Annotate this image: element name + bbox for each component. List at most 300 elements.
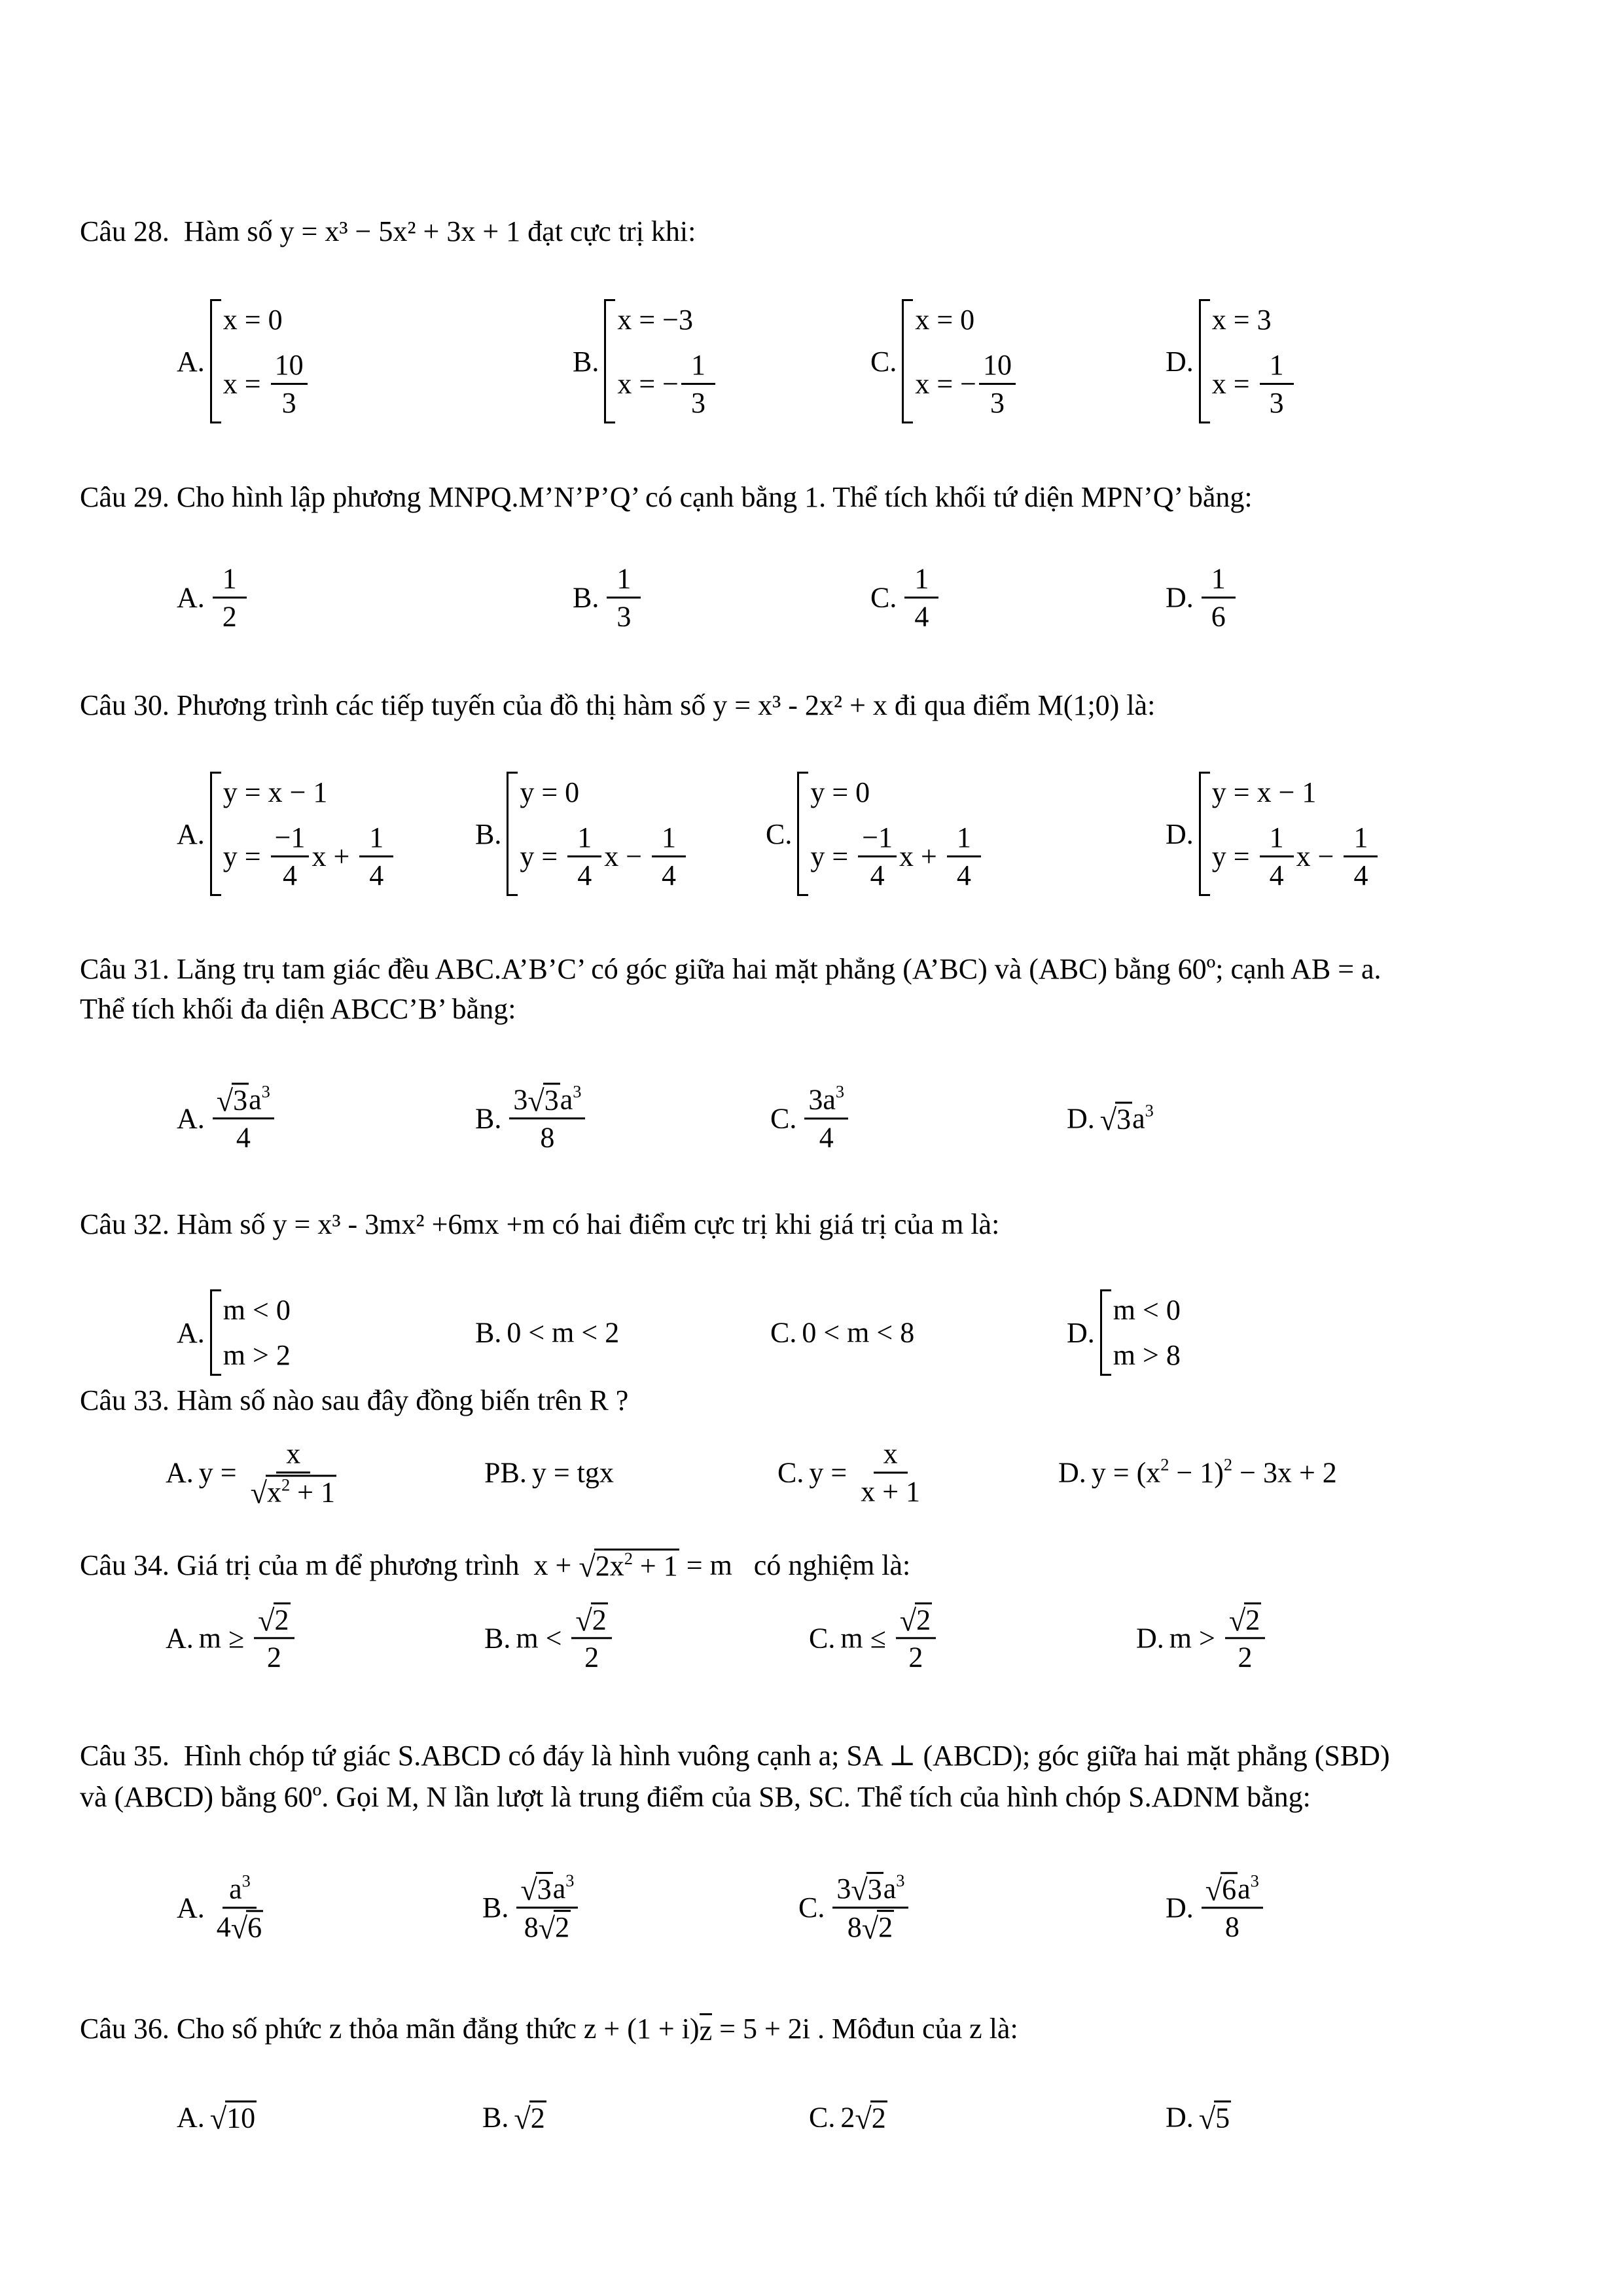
math-group xyxy=(840,2100,887,2134)
square-root xyxy=(231,1910,263,1943)
math-group xyxy=(516,1602,614,1674)
math-text: x = − xyxy=(617,368,679,400)
math-group xyxy=(199,1602,297,1674)
math-text: 2 xyxy=(274,1604,289,1636)
answer-option[interactable] xyxy=(809,2100,887,2134)
math-group xyxy=(507,1083,588,1154)
square-root xyxy=(539,1910,571,1944)
option-label: C. xyxy=(770,1316,797,1349)
math-group xyxy=(847,1910,894,1944)
math-group xyxy=(1113,1293,1181,1327)
math-text: a xyxy=(249,1083,262,1116)
option-label: B. xyxy=(482,1892,509,1924)
radicand xyxy=(1244,1602,1261,1636)
answer-option[interactable] xyxy=(166,1437,343,1508)
math-group xyxy=(914,600,929,634)
math-group xyxy=(223,776,328,809)
math-text: + 1 xyxy=(632,1550,678,1583)
math-text: 4 xyxy=(236,1121,251,1154)
math-text: = m có nghiệm là: xyxy=(679,1549,911,1581)
math-text: − 1) xyxy=(1169,1456,1224,1489)
math-group xyxy=(819,1121,834,1155)
numerator xyxy=(516,1872,578,1909)
fraction xyxy=(858,821,897,892)
answer-option[interactable] xyxy=(475,772,688,896)
system-line xyxy=(223,821,396,892)
math-text: 2 xyxy=(871,2102,886,2134)
math-group xyxy=(258,1602,290,1636)
answer-option[interactable] xyxy=(484,1602,615,1674)
math-group xyxy=(283,859,297,892)
system-line xyxy=(1113,1293,1181,1327)
math-text: 1 xyxy=(914,562,929,595)
math-group xyxy=(229,1872,251,1905)
math-group xyxy=(267,1477,335,1508)
answer-option[interactable] xyxy=(177,1289,291,1376)
radicand xyxy=(866,1872,883,1905)
option-label: C. xyxy=(870,581,897,614)
math-group xyxy=(226,2102,255,2134)
numerator xyxy=(652,821,686,857)
radical-sign-icon: √ xyxy=(514,2102,531,2136)
superscript: 3 xyxy=(1250,1871,1259,1891)
superscript: 2 xyxy=(281,1475,291,1495)
radical-sign-icon: √ xyxy=(851,1873,868,1907)
math-text: Thể tích khối đa diện ABCC’B’ bằng: xyxy=(80,993,516,1025)
math-group xyxy=(80,1380,628,1421)
q36-text xyxy=(80,2009,1487,2049)
fraction xyxy=(571,1602,611,1674)
answer-option[interactable] xyxy=(1166,772,1380,896)
math-group xyxy=(1205,1872,1259,1905)
math-text: 4 xyxy=(283,859,298,891)
denominator xyxy=(263,1640,285,1674)
radicand xyxy=(870,2100,887,2134)
answer-option[interactable] xyxy=(475,1316,619,1350)
math-text: 3 xyxy=(836,1873,851,1905)
numerator xyxy=(1202,1872,1263,1909)
math-group xyxy=(275,1604,289,1636)
math-text: x xyxy=(266,1476,281,1509)
math-text: 2 xyxy=(592,1604,607,1636)
radicand xyxy=(594,1549,679,1582)
math-group xyxy=(210,1289,291,1376)
q32-text xyxy=(80,1204,1487,1245)
math-text: Câu 34. Giá trị của m để phương trình x + xyxy=(80,1549,579,1581)
math-group xyxy=(80,989,516,1030)
fraction xyxy=(1202,1872,1263,1943)
math-group xyxy=(537,1874,552,1905)
denominator xyxy=(580,1640,603,1674)
radical-sign-icon: √ xyxy=(250,1476,267,1510)
superscript: 3 xyxy=(261,1081,270,1102)
fraction xyxy=(516,1872,578,1944)
math-text: 2x xyxy=(595,1550,624,1583)
option-label: A. xyxy=(166,1622,194,1655)
math-group xyxy=(199,1437,343,1508)
math-group xyxy=(878,1912,893,1944)
math-text: Câu 32. Hàm số y = x³ - 3mx² +6mx +m có hai điểm cực trị khi giá trị của m là: xyxy=(80,1208,1000,1240)
answer-option[interactable] xyxy=(1166,299,1296,423)
answer-option[interactable] xyxy=(870,562,941,634)
math-text: a xyxy=(560,1083,573,1116)
option-label: B. xyxy=(484,1622,511,1655)
denominator xyxy=(520,1909,575,1944)
math-group xyxy=(267,1641,281,1674)
math-group xyxy=(210,1083,277,1154)
denominator xyxy=(910,599,933,634)
superscript: 2 xyxy=(1160,1454,1169,1475)
answer-option[interactable] xyxy=(1058,1456,1337,1490)
fraction xyxy=(213,562,247,634)
math-group xyxy=(1212,303,1272,336)
denominator xyxy=(1221,1909,1243,1944)
fraction xyxy=(567,821,601,892)
answer-option[interactable] xyxy=(475,1083,588,1154)
math-group xyxy=(830,1872,911,1944)
math-group xyxy=(210,562,249,634)
math-group xyxy=(251,1475,336,1508)
answer-option[interactable] xyxy=(177,562,249,634)
option-label: D. xyxy=(1136,1622,1164,1655)
math-text: y = xyxy=(520,840,565,872)
square-root xyxy=(1205,1872,1238,1905)
math-text: 1 xyxy=(369,821,384,853)
q35-text xyxy=(80,1777,1487,1818)
math-text: = 5 + 2i . Môđun của z là: xyxy=(712,2013,1018,2045)
math-group xyxy=(223,348,310,420)
option-label: D. xyxy=(1067,1316,1095,1349)
square-root xyxy=(1199,2100,1231,2134)
math-group xyxy=(1238,1641,1253,1674)
math-group xyxy=(1270,821,1284,854)
math-group xyxy=(233,1085,247,1116)
answer-option[interactable] xyxy=(770,1083,851,1155)
math-group xyxy=(957,821,971,854)
fraction xyxy=(857,1437,924,1509)
answer-option[interactable] xyxy=(482,1872,580,1944)
math-group xyxy=(957,859,971,892)
answer-option[interactable] xyxy=(770,1316,914,1350)
math-text: 3 xyxy=(544,1084,559,1117)
math-group xyxy=(1222,1874,1236,1905)
math-group xyxy=(1270,386,1284,420)
answer-option[interactable] xyxy=(166,1602,297,1674)
answer-option[interactable] xyxy=(177,2100,257,2134)
math-text: và (ABCD) bằng 60º. Gọi M, N lần lượt là trung điểm của SB, SC. Thể tích của hình chóp S.ADNM bằng: xyxy=(80,1781,1311,1813)
math-text: 8 xyxy=(524,1910,539,1943)
option-label: D. xyxy=(1067,1102,1095,1135)
system-line xyxy=(223,348,310,420)
numerator xyxy=(681,348,715,385)
math-group xyxy=(80,477,1253,518)
math-text: y = xyxy=(223,840,268,872)
option-label: D. xyxy=(1166,581,1194,614)
equation-system xyxy=(797,772,983,896)
math-text: m ≤ xyxy=(840,1622,893,1655)
denominator xyxy=(573,857,596,892)
math-group xyxy=(520,776,579,809)
system-line xyxy=(223,1293,291,1327)
answer-option[interactable] xyxy=(870,299,1018,423)
numerator xyxy=(213,562,247,599)
math-text: 1 xyxy=(956,821,971,853)
math-text: x xyxy=(286,1437,301,1470)
answer-option[interactable] xyxy=(1067,1102,1154,1135)
math-text: 3 xyxy=(513,1083,528,1116)
math-group xyxy=(1113,1338,1181,1372)
math-group xyxy=(286,1437,300,1470)
q29-text xyxy=(80,477,1487,518)
answer-option[interactable] xyxy=(177,1083,277,1154)
square-root xyxy=(251,1475,336,1508)
radicand xyxy=(536,1872,553,1905)
denominator xyxy=(857,1474,924,1509)
radical-sign-icon: √ xyxy=(538,1911,556,1945)
math-text: − 3x + 2 xyxy=(1232,1456,1337,1489)
math-group xyxy=(868,1874,882,1905)
math-text: 1 xyxy=(1269,821,1284,853)
math-group xyxy=(983,348,1012,382)
math-text: 2 xyxy=(908,1641,923,1674)
answer-option[interactable] xyxy=(777,1437,927,1509)
math-group xyxy=(575,1602,607,1636)
option-label: B. xyxy=(475,1316,502,1349)
radical-sign-icon: √ xyxy=(527,1084,544,1118)
math-group xyxy=(616,562,631,596)
math-text: 2 xyxy=(878,1911,893,1944)
math-group xyxy=(520,821,688,892)
math-group xyxy=(1169,1602,1268,1674)
math-text: y = xyxy=(1211,840,1257,872)
fraction xyxy=(652,821,686,892)
numerator xyxy=(271,348,308,385)
answer-option[interactable] xyxy=(482,2100,546,2134)
system-line xyxy=(915,303,1018,336)
math-text: 3 xyxy=(281,387,296,419)
option-label: C. xyxy=(809,2101,836,2134)
math-group xyxy=(210,299,310,423)
superscript: 2 xyxy=(624,1549,633,1569)
system-line xyxy=(915,348,1018,420)
denominator xyxy=(536,1120,558,1155)
option-label: C. xyxy=(809,1622,836,1655)
radical-sign-icon: √ xyxy=(258,1604,275,1638)
math-group xyxy=(1199,562,1238,634)
math-group xyxy=(520,1872,574,1905)
math-text: Câu 31. Lăng trụ tam giác đều ABC.A’B’C’ có góc giữa hai mặt phẳng (A’BC) và (ABC) bằng 60º; cạnh AB = a. xyxy=(80,953,1382,985)
answer-option[interactable] xyxy=(1166,562,1238,634)
math-group xyxy=(80,2009,1018,2049)
math-group xyxy=(691,386,705,420)
math-text: 0 < m < 2 xyxy=(507,1316,620,1349)
equation-system xyxy=(507,772,688,896)
math-group xyxy=(810,776,870,809)
answer-option[interactable] xyxy=(1166,2100,1231,2134)
math-group xyxy=(555,1912,569,1944)
option-label: B. xyxy=(475,817,502,850)
answer-option[interactable] xyxy=(1136,1602,1268,1674)
system-line xyxy=(810,776,983,809)
option-label: C. xyxy=(870,345,897,378)
equation-system xyxy=(604,299,718,423)
math-group xyxy=(1199,772,1381,896)
answer-option[interactable] xyxy=(573,562,643,634)
math-group xyxy=(810,821,983,892)
answer-option[interactable] xyxy=(484,1456,614,1490)
math-group xyxy=(604,562,643,634)
answer-option[interactable] xyxy=(798,1872,911,1944)
superscript: 2 xyxy=(1223,1454,1233,1475)
math-group xyxy=(223,821,396,892)
option-label: D. xyxy=(1166,1892,1194,1924)
math-text: y = 0 xyxy=(520,776,580,808)
math-group xyxy=(80,1204,999,1245)
square-root xyxy=(579,1549,679,1582)
equation-system xyxy=(1199,772,1381,896)
math-group xyxy=(1211,600,1226,634)
math-group xyxy=(80,1777,1311,1818)
radicand xyxy=(225,2100,257,2134)
math-group xyxy=(1092,1456,1337,1490)
option-label: C. xyxy=(770,1102,797,1135)
math-group xyxy=(1199,299,1296,423)
math-group xyxy=(840,1602,938,1674)
numerator xyxy=(1344,821,1378,857)
math-text: 4 xyxy=(662,859,677,891)
numerator xyxy=(874,1437,908,1474)
answer-option[interactable] xyxy=(1067,1289,1181,1376)
answer-option[interactable] xyxy=(573,299,718,423)
system-line xyxy=(810,821,983,892)
math-text: 8 xyxy=(847,1910,862,1943)
fraction xyxy=(681,348,715,420)
radical-sign-icon: √ xyxy=(575,1604,592,1638)
q28-text xyxy=(80,211,1487,252)
answer-option[interactable] xyxy=(766,772,984,896)
superscript: 3 xyxy=(896,1871,905,1891)
fraction xyxy=(213,1872,267,1943)
radical-sign-icon: √ xyxy=(1198,2102,1216,2136)
superscript: 3 xyxy=(1145,1100,1154,1121)
math-text: 1 xyxy=(1211,562,1226,595)
math-text: 4 xyxy=(914,600,929,633)
math-text: −1 xyxy=(862,821,893,853)
math-text: m > 2 xyxy=(223,1339,291,1371)
system-line xyxy=(223,776,396,809)
math-group xyxy=(282,386,296,420)
math-text: 2 xyxy=(530,2102,545,2134)
math-text: 5 xyxy=(1215,2102,1230,2134)
math-group xyxy=(507,772,688,896)
system-line xyxy=(223,303,310,336)
denominator xyxy=(815,1120,838,1155)
math-text: −1 xyxy=(274,821,306,853)
math-text: 4 xyxy=(369,859,384,891)
radical-sign-icon: √ xyxy=(1228,1604,1246,1638)
square-root xyxy=(1100,1102,1132,1135)
math-text: x = 0 xyxy=(223,304,283,336)
answer-option[interactable] xyxy=(1166,1872,1266,1943)
square-root xyxy=(575,1602,607,1636)
denominator xyxy=(1349,857,1372,892)
numerator xyxy=(213,1083,274,1119)
square-root xyxy=(1229,1602,1261,1636)
math-group xyxy=(80,1545,910,1586)
option-label: B. xyxy=(475,1102,502,1135)
math-text: 4 xyxy=(819,1121,834,1154)
math-text: a xyxy=(1132,1102,1145,1135)
math-text: a xyxy=(1238,1873,1251,1905)
fraction xyxy=(271,821,310,892)
math-group xyxy=(802,1083,851,1155)
conjugate: z xyxy=(699,2014,713,2047)
math-group xyxy=(223,600,237,634)
option-label: D. xyxy=(1166,817,1194,850)
math-text: a xyxy=(229,1873,242,1905)
math-group xyxy=(531,2102,545,2134)
math-text: 2 xyxy=(1238,1641,1253,1674)
math-group xyxy=(524,1910,571,1944)
math-text: 10 xyxy=(274,349,304,381)
math-text: 3a xyxy=(808,1083,836,1116)
denominator xyxy=(1266,857,1288,892)
answer-option[interactable] xyxy=(177,299,310,423)
math-group xyxy=(1225,1910,1240,1944)
option-label: A. xyxy=(177,1892,205,1924)
denominator xyxy=(1234,1640,1257,1674)
fraction xyxy=(271,348,308,420)
math-group xyxy=(883,1437,898,1471)
math-group xyxy=(808,1083,844,1117)
math-text: x = −3 xyxy=(617,304,693,336)
math-group xyxy=(532,1456,614,1490)
answer-option[interactable] xyxy=(177,772,396,896)
math-text: 2 xyxy=(555,1911,570,1944)
radicand xyxy=(1115,1102,1132,1135)
denominator xyxy=(986,385,1008,420)
math-text: 4 xyxy=(1269,859,1284,891)
math-group xyxy=(596,1551,678,1582)
math-text: 4 xyxy=(216,1910,231,1943)
math-text: Câu 30. Phương trình các tiếp tuyến của đồ thị hàm số y = x³ - 2x² + x đi qua điểm M(1;0) là: xyxy=(80,689,1156,721)
fraction xyxy=(509,1083,585,1154)
math-text: 1 xyxy=(662,821,677,853)
math-text: x + xyxy=(312,840,357,872)
square-root xyxy=(210,2100,257,2134)
answer-option[interactable] xyxy=(177,1872,270,1943)
square-root xyxy=(862,1910,894,1944)
option-label: B. xyxy=(573,581,599,614)
math-group xyxy=(900,1602,932,1636)
math-group xyxy=(1245,1604,1260,1636)
math-group xyxy=(914,562,929,596)
math-text: 2 xyxy=(584,1641,599,1674)
option-label: A. xyxy=(177,345,205,378)
square-root xyxy=(900,1602,932,1636)
square-root xyxy=(258,1602,290,1636)
math-group xyxy=(604,299,718,423)
answer-option[interactable] xyxy=(809,1602,938,1674)
radical-sign-icon: √ xyxy=(230,1911,248,1945)
fraction xyxy=(213,1083,274,1154)
system-line xyxy=(520,776,688,809)
math-text: 3 xyxy=(233,1084,248,1117)
equation-system xyxy=(210,772,396,896)
math-text: 6 xyxy=(1222,1873,1237,1906)
math-text: y = xyxy=(810,840,856,872)
radicand xyxy=(1214,2100,1231,2134)
